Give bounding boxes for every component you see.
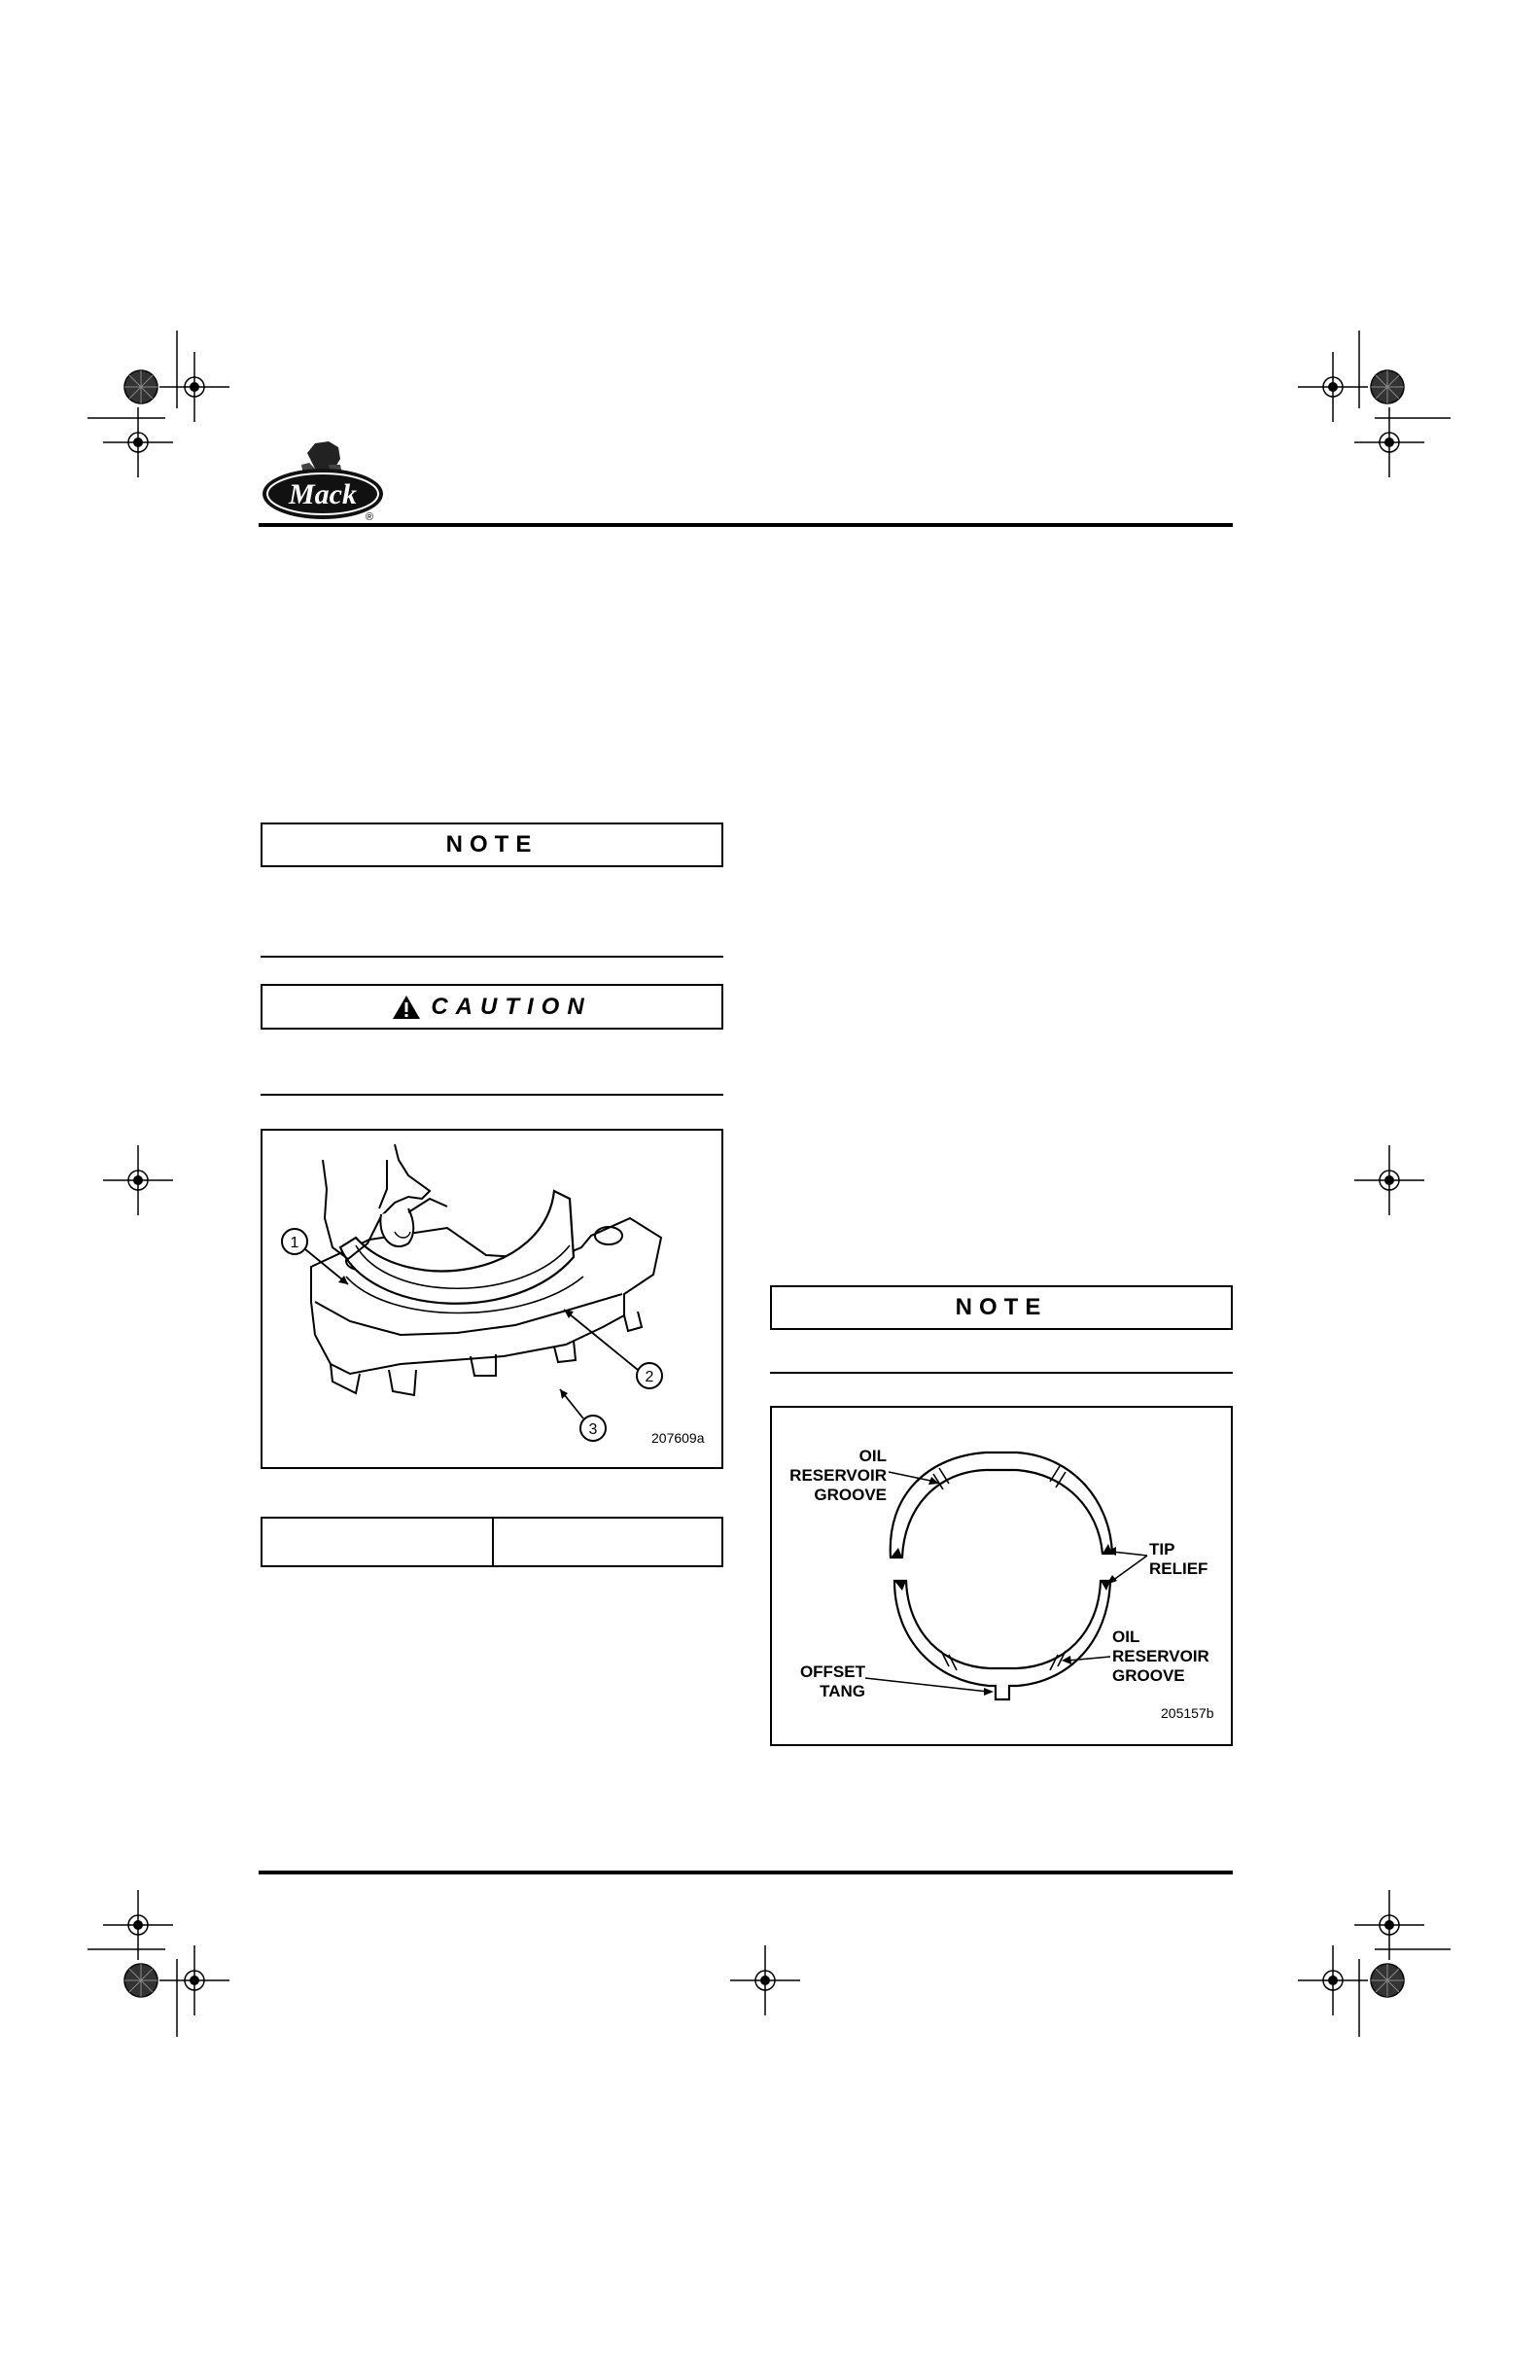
- caution-banner: [261, 984, 723, 1030]
- note-label: NOTE: [445, 831, 539, 858]
- note-banner-1: [261, 822, 723, 867]
- header-rule: [259, 523, 1233, 527]
- callout-1: 1: [290, 1235, 299, 1251]
- label-oil-reservoir-groove-top: OIL RESERVOIR GROOVE: [789, 1447, 887, 1504]
- figure-id: 207609a: [651, 1430, 705, 1446]
- bearing-cap-illustration: [262, 1131, 721, 1467]
- caution-end-rule: [261, 1094, 723, 1096]
- figure-bearing-installation: [261, 1129, 723, 1469]
- callout-2: 2: [645, 1369, 654, 1385]
- label-offset-tang: OFFSET TANG: [799, 1662, 865, 1700]
- label-oil-reservoir-groove-bottom: OIL RESERVOIR GROOVE: [1112, 1628, 1209, 1685]
- note-banner-2: [770, 1285, 1233, 1330]
- caution-label: CAUTION: [431, 993, 592, 1020]
- callout-3: 3: [588, 1421, 598, 1438]
- figure-thrust-washer: [770, 1406, 1233, 1746]
- label-tip-relief: TIP RELIEF: [1149, 1540, 1208, 1578]
- footer-rule: [259, 1871, 1233, 1874]
- table-cell: [494, 1519, 721, 1565]
- spec-table: [261, 1517, 723, 1567]
- registered-mark: ®: [366, 511, 374, 523]
- note-end-rule-1: [261, 956, 723, 958]
- table-cell: [262, 1519, 494, 1565]
- note-end-rule-2: [770, 1372, 1233, 1374]
- warning-triangle-icon: [392, 994, 421, 1021]
- mack-logo: [259, 436, 387, 525]
- note-label: NOTE: [955, 1294, 1048, 1320]
- figure-id: 205157b: [1161, 1705, 1214, 1721]
- logo-wordmark: Mack: [289, 478, 357, 510]
